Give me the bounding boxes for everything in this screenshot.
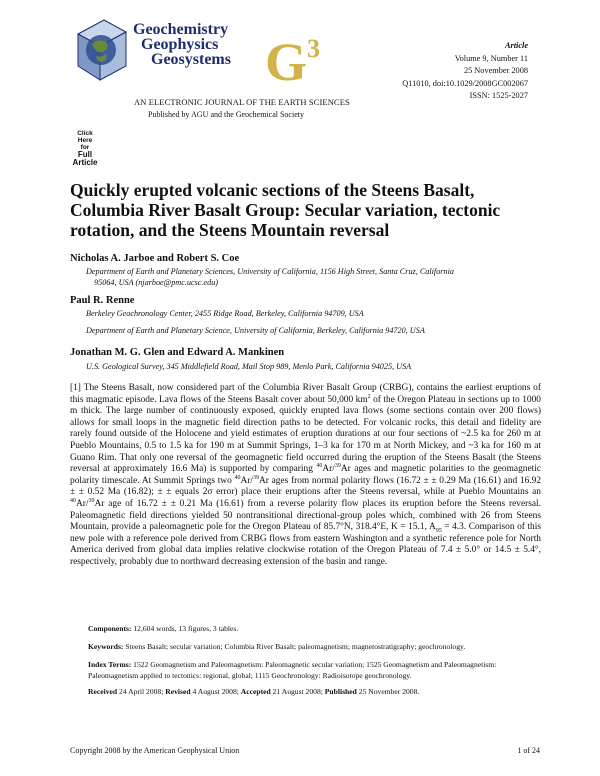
abstract-text: Ar ages and magnetic polarities to the geomagnetic polarity timescale. At Summit Springs two: [70, 464, 541, 486]
superscript: 2: [367, 393, 371, 400]
click-line1: Click: [77, 130, 93, 137]
electronic-journal-tagline: AN ELECTRONIC JOURNAL OF THE EARTH SCIENCES: [134, 97, 350, 107]
subscript: 95: [435, 528, 442, 534]
superscript: 40: [70, 497, 76, 504]
abstract-text: of the Oregon Plateau in sections up to 1000 m thick. The large number of continuously exposed, quickly erupted lava flows (some sections contain over 200 flows) allows for small loops in the magnetic field direction paths to be detected. For volcanic rocks, this detail and fidelity are rarely found outside of the Holocene and yield estimates of eruption durations at our four sections of ~2.5 ka for 260 m at Pueblo Mountains, 0.5 to 1.5 ka for 190 m at Summit Springs, 1–3 ka for 170 m at North Mickey, and ~3 ka for 160 m at Guano Rim. That only one reversal of the geomagnetic field occurred during the eruption of the Steens Basalt (the Steens reversal at approximately 16.6 Ma) is supported by comparing: [70, 394, 541, 475]
author-group-3: Jonathan M. G. Glen and Edward A. Mankinen: [70, 347, 285, 358]
abstract-text: Ar/: [322, 464, 335, 475]
affiliation-3: U.S. Geological Survey, 345 Middlefield Road, Mail Stop 989, Menlo Park, California 94025, USA: [86, 362, 412, 371]
affiliation-1-line1: Department of Earth and Planetary Sciences, University of California, 1156 High Street, Santa Cruz, California: [86, 267, 454, 276]
journal-name-line2: Geophysics: [141, 36, 219, 53]
components: [88, 623, 541, 634]
article-metadata: [402, 40, 528, 103]
issn: ISSN: 1525-2027: [469, 91, 528, 100]
keywords: [88, 641, 541, 652]
affiliation-2b: Department of Earth and Planetary Science, University of California, Berkeley, California 94720, USA: [86, 326, 425, 335]
paragraph-marker: [1]: [70, 383, 81, 393]
issue-date: 25 November 2008: [463, 66, 528, 75]
index-terms-text: 1522 Geomagnetism and Paleomagnetism: Paleomagnetic secular variation; 1525 Geomagnetism and Paleomagnetism: Paleomagnetism applied to tectonics: regional, global; 1115 Geochronology: Radioisotope geochronology.: [88, 660, 497, 680]
superscript: 40: [316, 463, 323, 470]
abstract: [70, 383, 541, 569]
abstract-text: Ar ages from normal polarity flows (16.72 ± ± 0.29 Ma (16.61) and 16.92 ± ± 0.52 Ma (16.82); ± ± equals 2σ error) place their eruptions after the Steens reversal, while at Pueblo Mountains an: [70, 475, 542, 498]
journal-logo-cube-icon: [70, 14, 130, 88]
click-line5: Article: [72, 158, 98, 167]
publisher-line: Published by AGU and the Geochemical Society: [148, 110, 304, 119]
affiliation-1: [86, 266, 526, 288]
volume-number: Volume 9, Number 11: [454, 53, 528, 63]
publication-dates: [88, 686, 541, 697]
affiliation-2: Berkeley Geochronology Center, 2455 Ridge Road, Berkeley, California 94709, USA: [86, 309, 364, 318]
superscript: 40: [234, 474, 241, 481]
abstract-text: = 4.3. Comparison of this new pole with a reference pole derived from CRBG flows from eastern Washington and a synthetic reference pole for North America derived from global data implies relative clockwise rotation of the Oregon Plateau of 7.4 ± 5.0° or 14.5 ± 5.4°, respectively, probably due to northward decreasing extension of the basin and range.: [70, 522, 541, 567]
received-date: 24 April 2008;: [119, 687, 164, 696]
click-line3: for: [80, 144, 90, 151]
affiliation-1-line2: 95064, USA (njarboe@pmc.ucsc.edu): [94, 278, 219, 287]
abstract-text: Ar/: [76, 498, 89, 509]
components-text: 12,604 words, 13 figures, 3 tables.: [133, 624, 239, 633]
article-title: Quickly erupted volcanic sections of the Steens Basalt, Columbia River Basalt Group: Secular variation, tectonic rotation, and the Steens Mountain reversal: [70, 180, 501, 240]
g3-logo-letter: G: [265, 32, 308, 92]
abstract-text: The Steens Basalt, now considered part of the Columbia River Basalt Group (CRBG), contains the earliest eruptions of this magmatic episode. Lava flows of the Steens Basalt cover about 50,000 km: [70, 383, 541, 405]
abstract-text: Ar/: [240, 475, 253, 486]
journal-name-line3: Geosystems: [151, 51, 231, 68]
click-here-text[interactable]: [67, 130, 103, 167]
article-type-label: Article: [504, 41, 528, 50]
author-group-2: Paul R. Renne: [70, 295, 135, 306]
copyright-notice: Copyright 2008 by the American Geophysical Union: [70, 746, 240, 755]
doi: Q11010, doi:10.1029/2008GC002067: [402, 78, 528, 88]
index-terms-label: Index Terms:: [88, 660, 132, 669]
journal-name: [133, 22, 231, 67]
superscript: 39: [334, 463, 341, 470]
keywords-label: Keywords:: [88, 642, 124, 651]
accepted-date: 21 August 2008;: [272, 687, 323, 696]
g3-logo-superscript: 3: [307, 34, 321, 63]
click-here-full-article-icon[interactable]: [67, 130, 103, 166]
published-label: Published: [324, 687, 357, 696]
components-label: Components:: [88, 624, 132, 633]
author-group-1: Nicholas A. Jarboe and Robert S. Coe: [70, 253, 240, 264]
journal-name-line1: Geochemistry: [133, 21, 229, 38]
published-date: 25 November 2008.: [358, 687, 420, 696]
page-number: 1 of 24: [517, 746, 540, 755]
superscript: 39: [252, 474, 259, 481]
click-line2: Here: [77, 137, 93, 144]
revised-label: Revised: [165, 687, 191, 696]
received-label: Received: [88, 687, 118, 696]
superscript: 39: [88, 497, 95, 504]
index-terms: [88, 659, 541, 681]
keywords-text: Steens Basalt; secular variation; Columbia River Basalt; paleomagnetism; magnetostratigraphy; geochronology.: [125, 642, 466, 651]
revised-date: 4 August 2008;: [192, 687, 239, 696]
accepted-label: Accepted: [240, 687, 271, 696]
abstract-text: Ar age of 16.72 ± ± 0.21 Ma (16.61) from a reverse polarity flow places its eruption before the Steens reversal. Paleomagnetic field directions yielded 50 nontransitional directional-group poles which, combined with 26 from Steens Mountain, provide a paleomagnetic pole for the Oregon Plateau of 85.7°N, 318.4°E, K = 15.1, A: [70, 498, 541, 533]
click-line4: Full: [77, 150, 93, 159]
g3-logo: [265, 26, 321, 92]
